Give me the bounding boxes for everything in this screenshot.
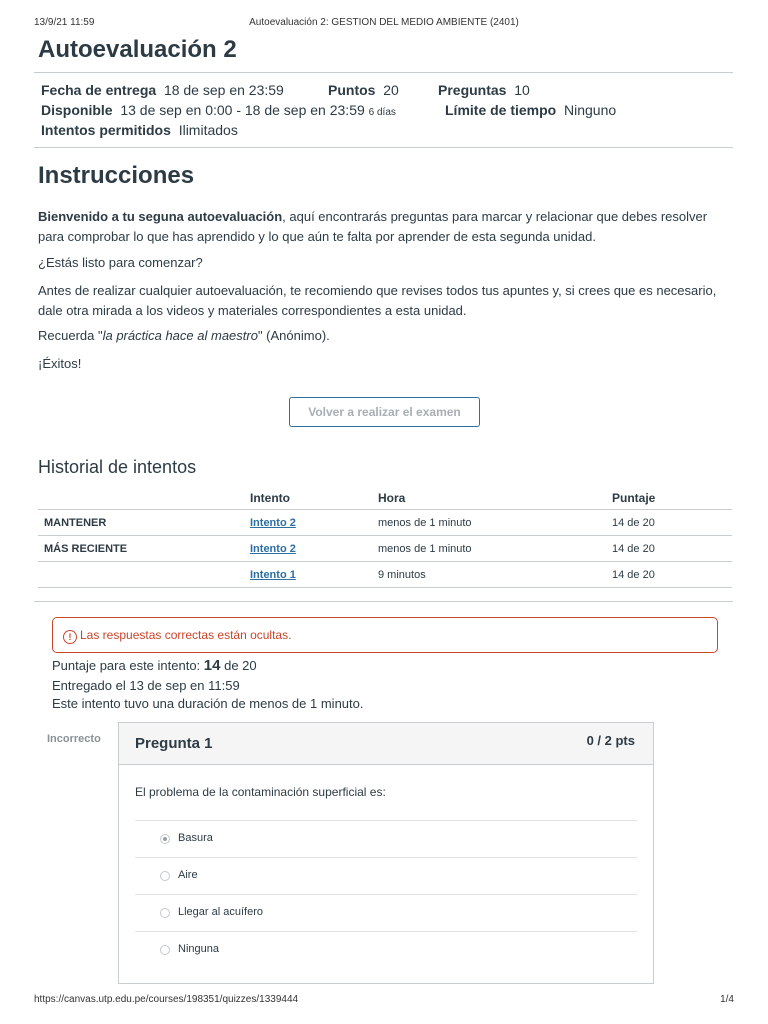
row-label: MANTENER <box>38 510 250 536</box>
due-date <box>41 82 284 98</box>
print-title: Autoevaluación 2: GESTION DEL MEDIO AMBIENTE (2401) <box>249 17 519 28</box>
table-header-row <box>38 487 732 510</box>
attempt-link[interactable]: Intento 1 <box>250 568 296 581</box>
submitted-text: Entregado el 13 de sep en 11:59 <box>52 678 240 693</box>
score-label: Puntaje para este intento: <box>52 658 201 673</box>
time-limit <box>445 102 616 118</box>
history-heading: Historial de intentos <box>38 457 197 477</box>
quote-text: la práctica hace al maestro <box>102 328 258 343</box>
available-days: 6 días <box>368 107 396 118</box>
points-label: Puntos <box>328 82 376 98</box>
column-header: Puntaje <box>612 487 732 510</box>
radio-icon[interactable] <box>160 908 170 918</box>
questions <box>438 82 530 98</box>
option-label: Aire <box>178 869 198 881</box>
points-value: 20 <box>383 82 399 98</box>
attempt-cell <box>250 510 378 536</box>
option-label: Basura <box>178 832 213 844</box>
welcome-text: Bienvenido a tu seguna autoevaluación <box>38 209 283 224</box>
print-url: https://canvas.utp.edu.pe/courses/198351/quizzes/1339444 <box>34 994 299 1005</box>
question-header <box>119 723 653 765</box>
radio-icon[interactable] <box>160 945 170 955</box>
print-date: 13/9/21 11:59 <box>34 17 95 28</box>
table-row <box>38 536 732 562</box>
divider <box>34 147 733 148</box>
column-header: Intento <box>250 487 378 510</box>
quote-pre: Recuerda " <box>38 328 103 343</box>
available-label: Disponible <box>41 102 113 118</box>
answer-option[interactable] <box>135 857 637 894</box>
answer-option[interactable] <box>135 820 637 857</box>
success-text: ¡Éxitos! <box>38 356 82 371</box>
time-cell: menos de 1 minuto <box>378 510 612 536</box>
ready-text: ¿Estás listo para comenzar? <box>38 255 203 270</box>
attempt-link[interactable]: Intento 2 <box>250 542 296 555</box>
instructions-heading: Instrucciones <box>38 162 195 189</box>
available-value: 13 de sep en 0:00 - 18 de sep en 23:59 <box>120 102 365 118</box>
answer-option[interactable] <box>135 894 637 931</box>
print-page-number: 1/4 <box>720 994 734 1005</box>
attempts-label: Intentos permitidos <box>41 122 171 138</box>
quote-paragraph <box>38 326 728 346</box>
divider <box>34 72 733 73</box>
welcome-rest: , aquí encontrarás preguntas para marcar y relacionar que debes resolver para comprobar lo que has aprendido y lo que aún te falta por aprender de esta segunda unidad. <box>38 209 708 244</box>
instructions-paragraph <box>38 207 728 247</box>
option-label: Ninguna <box>178 943 219 955</box>
question-points: 0 / 2 pts <box>586 733 635 748</box>
hidden-answers-alert <box>52 617 718 653</box>
score-value: 14 <box>203 657 221 674</box>
answer-option[interactable] <box>135 931 637 968</box>
row-label: MÁS RECIENTE <box>38 536 250 562</box>
allowed-attempts <box>41 122 238 138</box>
attempt-cell <box>250 562 378 588</box>
due-label: Fecha de entrega <box>41 82 157 98</box>
review-text: Antes de realizar cualquier autoevaluación, te recomiendo que revises todos tus apuntes y, si crees que es necesario, dale otra mirada a los videos y materiales correspondientes a esta unidad. <box>38 283 717 318</box>
quote-post: " (Anónimo). <box>257 328 330 343</box>
column-header <box>38 487 250 510</box>
due-value: 18 de sep en 23:59 <box>163 82 284 98</box>
time-limit-label: Límite de tiempo <box>445 102 557 118</box>
duration-text: Este intento tuvo una duración de menos de 1 minuto. <box>52 696 364 711</box>
warning-icon: ! <box>63 630 77 644</box>
score-cell: 14 de 20 <box>612 510 732 536</box>
attempt-cell <box>250 536 378 562</box>
points <box>328 82 399 98</box>
quiz-title: Autoevaluación 2 <box>38 36 237 63</box>
table-row <box>38 562 732 588</box>
row-label <box>38 562 250 588</box>
table-row <box>38 510 732 536</box>
alert-text: Las respuestas correctas están ocultas. <box>80 628 292 642</box>
column-header: Hora <box>378 487 612 510</box>
attempts-value: Ilimitados <box>178 122 238 138</box>
time-limit-value: Ninguno <box>564 102 617 118</box>
availability <box>41 102 396 118</box>
question-card <box>118 722 654 984</box>
score-cell: 14 de 20 <box>612 536 732 562</box>
questions-label: Preguntas <box>438 82 507 98</box>
score-total: de 20 <box>224 658 257 673</box>
question-text: El problema de la contaminación superficial es: <box>135 785 386 799</box>
time-cell: 9 minutos <box>378 562 612 588</box>
retake-quiz-button[interactable]: Volver a realizar el examen <box>289 397 480 427</box>
question-title: Pregunta 1 <box>135 735 213 752</box>
radio-icon[interactable] <box>160 871 170 881</box>
time-cell: menos de 1 minuto <box>378 536 612 562</box>
questions-value: 10 <box>514 82 530 98</box>
attempt-link[interactable]: Intento 2 <box>250 516 296 529</box>
attempts-table <box>38 487 732 588</box>
incorrect-tag: Incorrecto <box>47 733 101 745</box>
divider <box>34 601 733 602</box>
score-cell: 14 de 20 <box>612 562 732 588</box>
option-label: Llegar al acuífero <box>178 906 263 918</box>
attempt-score <box>52 657 257 674</box>
radio-selected-icon[interactable] <box>160 834 170 844</box>
